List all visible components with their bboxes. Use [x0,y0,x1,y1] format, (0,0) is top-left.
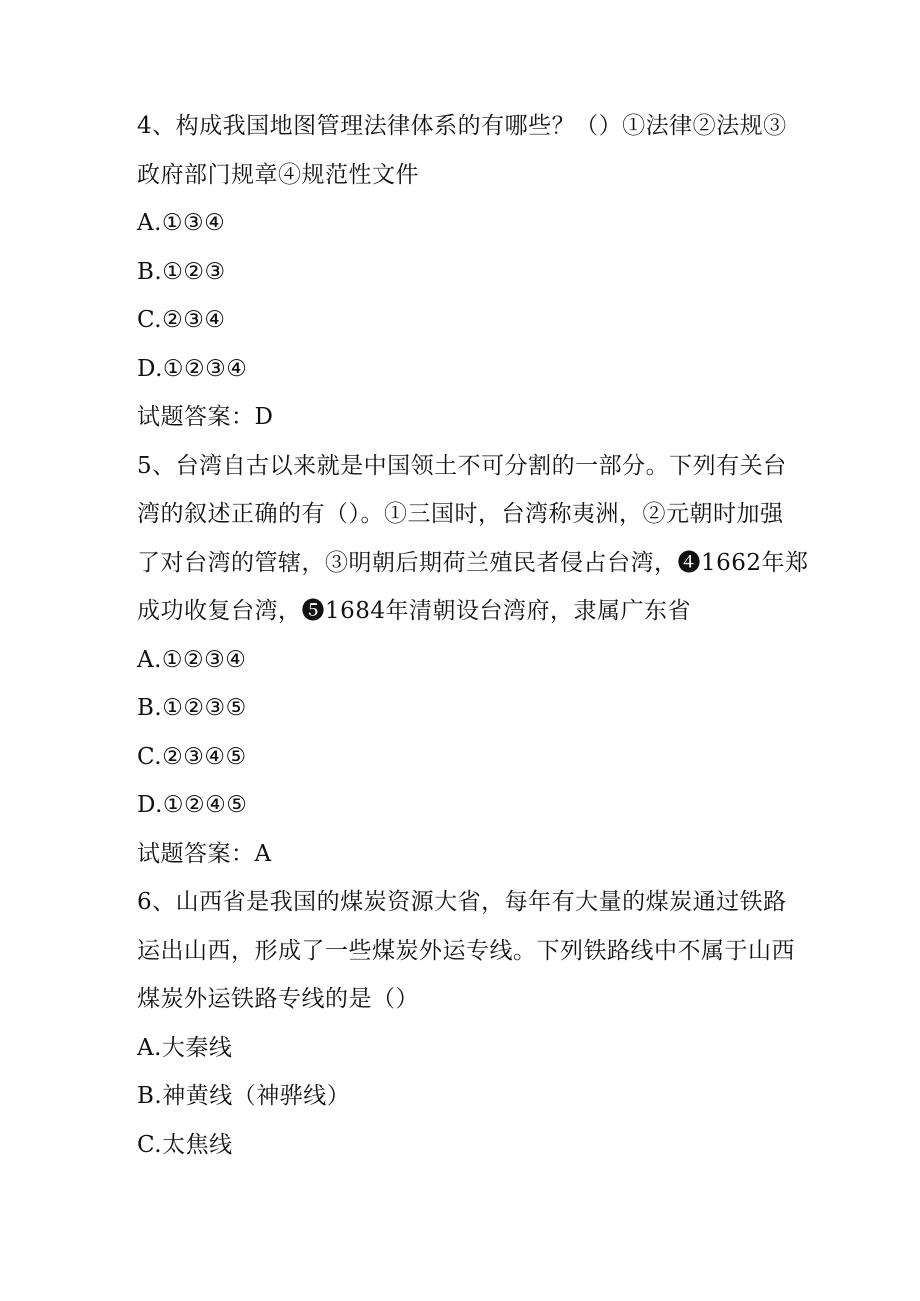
question-stem-line: 政府部门规章④规范性文件 [137,161,419,188]
option-a: A.大秦线 [137,1034,233,1061]
option-a: A.①②③④ [137,646,247,673]
option-d: D.①②③④ [137,355,248,382]
question-stem-line: 4、构成我国地图管理法律体系的有哪些？（）①法律②法规③ [137,113,787,139]
option-b: B.神黄线（神骅线） [137,1083,351,1109]
question-stem-line: 煤炭外运铁路专线的是（） [137,986,419,1012]
option-b: B.①②③ [137,258,226,285]
option-a: A.①③④ [137,210,226,236]
option-d: D.①②④⑤ [137,792,248,818]
option-b: B.①②③⑤ [137,695,247,721]
question-stem-line: 湾的叙述正确的有（）。①三国时，台湾称夷洲，②元朝时加强 [137,501,784,527]
answer-line: 试题答案：A [137,840,272,867]
question-stem-line: 6、山西省是我国的煤炭资源大省，每年有大量的煤炭通过铁路 [137,889,787,915]
question-6 [137,878,797,1169]
question-stem-line: 5、台湾自古以来就是中国领土不可分割的一部分。下列有关台 [137,452,787,479]
option-c: C.②③④ [137,307,226,333]
question-5 [137,442,809,879]
question-stem-line: 了对台湾的管辖，③明朝后期荷兰殖民者侵占台湾，❹1662年郑 [137,549,809,576]
question-stem-line: 运出山西，形成了一些煤炭外运专线。下列铁路线中不属于山西 [137,937,795,964]
option-c: C.②③④⑤ [137,743,247,770]
question-stem-line: 成功收复台湾，❺1684年清朝设台湾府，隶属广东省 [137,598,692,624]
option-c: C.太焦线 [137,1131,233,1158]
answer-line: 试题答案：D [137,404,274,430]
question-4 [137,102,797,442]
document-page [137,102,809,1169]
